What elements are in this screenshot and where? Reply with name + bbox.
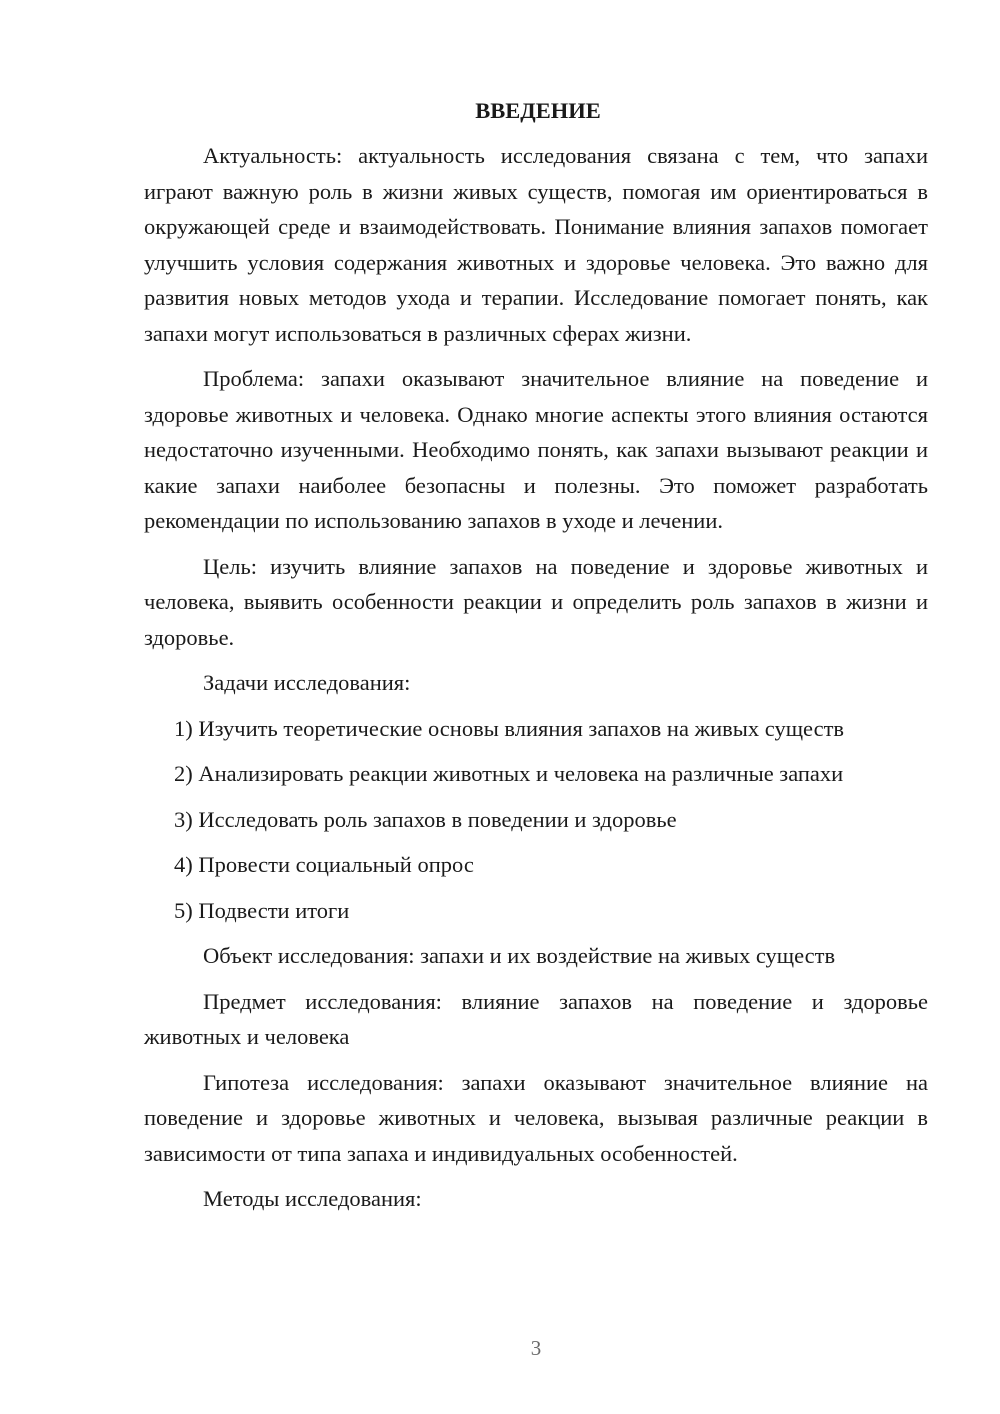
task-text: Исследовать роль запахов в поведении и здоровье [198,806,677,832]
paragraph-object: Объект исследования: запахи и их воздействие на живых существ [203,943,836,968]
tasks-list [144,711,928,929]
page-number: 3 [530,1336,542,1360]
paragraph-methods: Методы исследования: [203,1186,422,1211]
paragraph-relevance: Актуальность: актуальность исследования связана с тем, что запахи играют важную роль в жизни живых существ, помогая им ориентироваться в окружающей среде и взаимодействовать. Понимание влияния запахов помогает улучшить условия содержания животных и здоровье человека. Это важно для развития новых методов ухода и терапии. Исследование помогает понять, как запахи могут использоваться в различных сферах жизни. [144,143,928,346]
tasks-title: Задачи исследования: [203,670,411,695]
paragraph-subject: Предмет исследования: влияние запахов на поведение и здоровье животных и человека [144,988,928,1049]
paragraph-hypothesis: Гипотеза исследования: запахи оказывают значительное влияние на поведение и здоровье животных и человека, вызывая различные реакции в зависимости от типа запаха и индивидуальных особенностей. [144,1069,928,1166]
page-content [144,96,928,1227]
task-number: 4) [174,852,193,877]
task-text: Анализировать реакции животных и человека на различные запахи [198,761,844,786]
list-item [144,802,928,838]
task-number: 1) [174,715,193,741]
task-text: Изучить теоретические основы влияния запахов на живых существ [198,715,845,741]
page-heading: ВВЕДЕНИЕ [475,98,601,123]
task-text: Провести социальный опрос [198,852,474,877]
task-number: 3) [174,806,193,832]
list-item [144,711,928,747]
task-number: 5) [174,897,193,923]
paragraph-goal: Цель: изучить влияние запахов на поведение и здоровье животных и человека, выявить особенности реакции и определить роль запахов в жизни и здоровье. [144,553,928,650]
paragraph-problem: Проблема: запахи оказывают значительное влияние на поведение и здоровье животных и человека. Однако многие аспекты этого влияния остаются недостаточно изученными. Необходимо понять, как запахи вызывают реакции и какие запахи наиболее безопасны и полезны. Это поможет разработать рекомендации по использованию запахов в уходе и лечении. [144,366,928,533]
list-item [144,847,928,883]
list-item [144,893,928,929]
task-text: Подвести итоги [198,897,350,923]
task-number: 2) [174,761,193,786]
list-item [144,756,928,792]
